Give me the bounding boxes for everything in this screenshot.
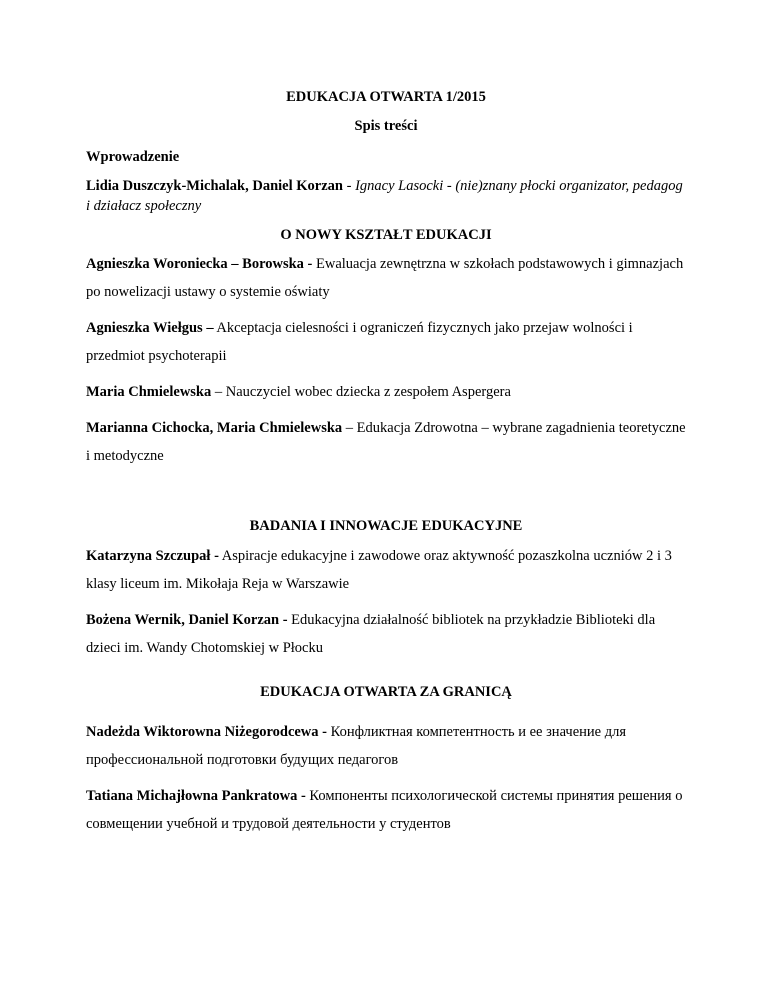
entry-authors: Bożena Wernik, Daniel Korzan - — [86, 612, 288, 628]
section-heading-1: O NOWY KSZTAŁT EDUKACJI — [280, 227, 492, 243]
entry-authors: Agnieszka Woroniecka – Borowska - — [86, 256, 313, 272]
entry-authors: Lidia Duszczyk-Michalak, Daniel Korzan — [86, 178, 343, 194]
entry-authors: Marianna Cichocka, Maria Chmielewska — [86, 420, 343, 436]
toc-entry — [86, 250, 686, 306]
toc-entry — [86, 314, 686, 370]
toc-entry — [86, 542, 686, 598]
section-heading-3: EDUKACJA OTWARTA ZA GRANICĄ — [260, 684, 512, 700]
entry-authors: Katarzyna Szczupał - — [86, 548, 219, 564]
toc-entry — [86, 782, 686, 838]
entry-title: Ewaluacja zewnętrzna w szkołach podstawowych i gimnazjach po nowelizacji ustawy o systemie oświaty — [86, 256, 684, 300]
entry-title: Aspiracje edukacyjne i zawodowe oraz aktywność pozaszkolna uczniów 2 i 3 klasy liceum im. Mikołaja Reja w Warszawie — [86, 548, 672, 592]
toc-entry — [86, 718, 686, 774]
toc-title: Spis treści — [354, 118, 418, 134]
entry-title: Akceptacja cielesności i ograniczeń fizycznych jako przejaw wolności i przedmiot psychoterapii — [86, 320, 633, 364]
toc-entry-lasocki — [86, 176, 686, 216]
entry-title: Ignacy Lasocki - (nie)znany płocki organizator, pedagog i działacz społeczny — [86, 178, 683, 214]
toc-entry — [86, 606, 686, 662]
entry-title: – Edukacja Zdrowotna – wybrane zagadnienia teoretyczne i metodyczne — [86, 420, 686, 464]
journal-title: EDUKACJA OTWARTA 1/2015 — [286, 89, 486, 105]
entry-title: Edukacyjna działalność bibliotek na przykładzie Biblioteki dla dzieci im. Wandy Chotomskiej w Płocku — [86, 612, 656, 656]
entry-title: Компоненты психологической системы принятия решения о совмещении учебной и трудовой деятельности у студентов — [86, 788, 683, 832]
toc-entry — [86, 378, 686, 406]
entry-separator: - — [342, 178, 356, 194]
entry-title: Конфликтная компетентность и ее значение для профессиональной подготовки будущих педагогов — [86, 724, 627, 768]
entry-authors: Tatiana Michajłowna Pankratowa - — [86, 788, 306, 804]
toc-entry — [86, 414, 686, 470]
intro-entry: Wprowadzenie — [86, 149, 180, 165]
entry-authors: Agnieszka Wiełgus – — [86, 320, 214, 336]
entry-authors: Nadeżda Wiktorowna Niżegorodcewa - — [86, 724, 327, 740]
section-heading-2: BADANIA I INNOWACJE EDUKACYJNE — [249, 518, 523, 534]
entry-authors: Maria Chmielewska — [86, 384, 212, 400]
entry-title: – Nauczyciel wobec dziecka z zespołem Aspergera — [211, 384, 511, 400]
